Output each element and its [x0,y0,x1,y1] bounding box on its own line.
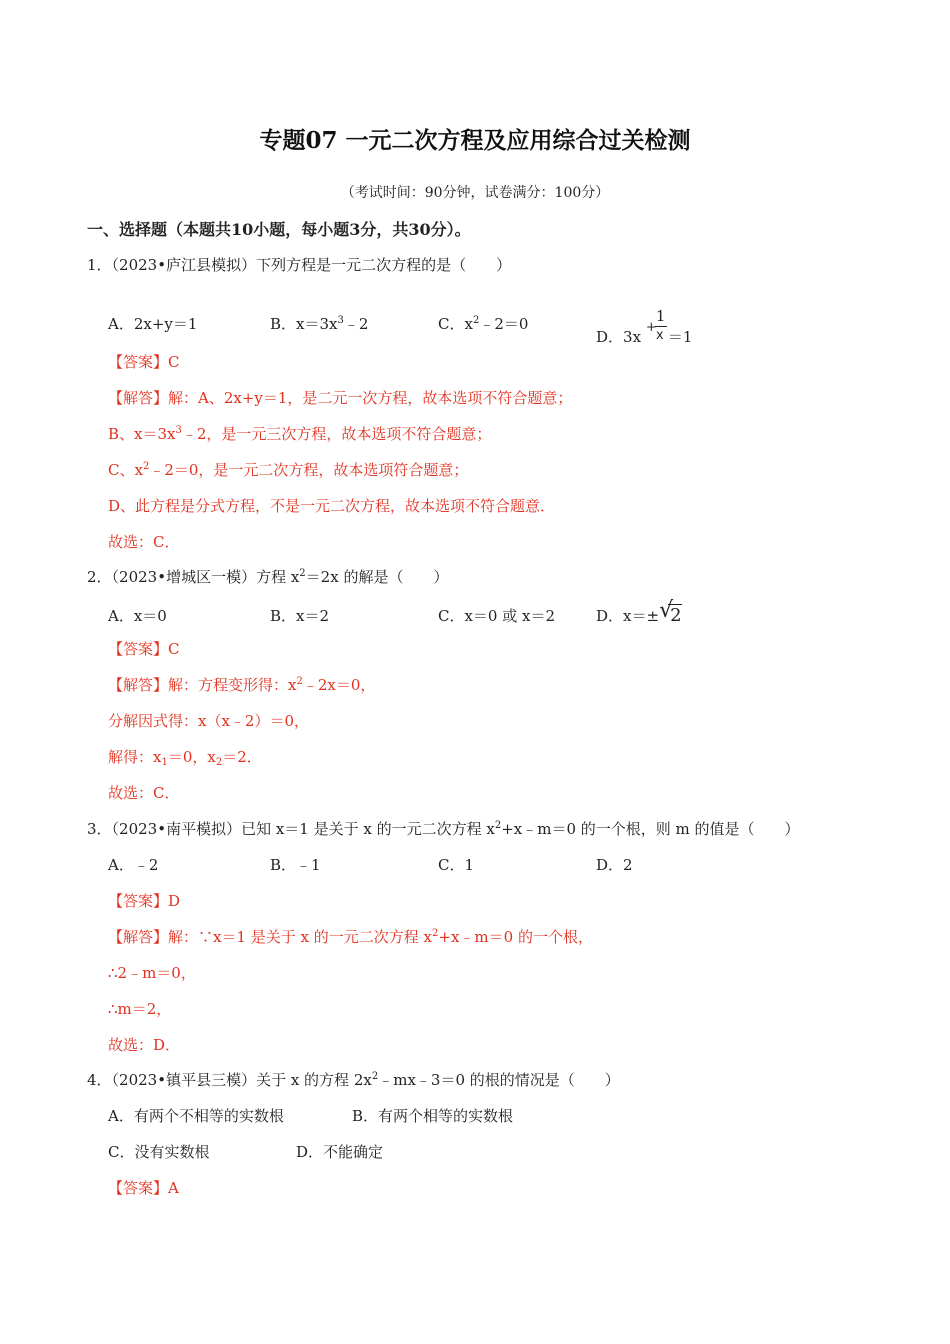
q2-answer: 【答案】C [108,640,180,658]
q2-solution-line-4: 故选：C． [108,784,180,802]
q2-option-c: C．x＝0 或 x＝2 [438,607,556,625]
question-1-stem: 1．（2023•庐江县模拟）下列方程是一元二次方程的是（ ） [87,256,512,274]
q3-option-d: D．2 [596,856,633,874]
q2-option-a: A．x＝0 [108,607,167,625]
q2-option-d: D．x＝± √ 2 [596,598,682,626]
q4-option-c: C．没有实数根 [108,1143,210,1161]
q3-option-a: A．﹣2 [108,856,159,874]
q4-option-d: D．不能确定 [296,1143,384,1161]
question-3-stem: 3．（2023•南平模拟）已知 x＝1 是关于 x 的一元二次方程 $x^2+x﹣m=0$ 的一个根，则 m 的值是（ ） [87,820,800,838]
q3-solution-line-1: 【解答】解：∵x＝1 是关于 x 的一元二次方程 $x^2+x﹣m=0$ 的一个根， [108,928,593,946]
q2-solution-line-1: 【解答】解：方程变形得：$x^2﹣2x=0$， [108,676,376,694]
document-title: 专题07 一元二次方程及应用综合过关检测 [259,127,691,154]
q1-solution-line-4: D、此方程是分式方程，不是一元二次方程，故本选项不符合题意． [108,497,556,515]
q1-option-d: D．3x + 1 x ＝1 [596,307,693,346]
q1-option-a: A．2x+y＝1 [108,315,198,333]
fraction-one-over-x: + 1 x [645,307,666,343]
q1-solution-line-5: 故选：C． [108,533,180,551]
exam-info: （考试时间：90分钟，试卷满分：100分） [340,185,610,201]
q1-solution-line-2: B、$x=3x^3﹣2$，是一元三次方程，故本选项不符合题意； [108,425,492,443]
question-4-stem: 4．（2023•镇平县三模）关于 x 的方程 $2x^2﹣mx﹣3=0$ 的根的情况是（ ） [87,1071,620,1089]
q1-solution-line-3: C、$x^2﹣2=0$，是一元二次方程，故本选项符合题意； [108,461,469,479]
q3-solution-line-4: 故选：D． [108,1036,181,1054]
q3-option-b: B．﹣1 [270,856,321,874]
q1-solution-line-1: 【解答】解：A、2x+y＝1，是二元一次方程，故本选项不符合题意； [108,389,573,407]
q4-option-a: A．有两个不相等的实数根 [108,1107,284,1125]
q3-answer: 【答案】D [108,892,181,910]
q2-option-b: B．x＝2 [270,607,330,625]
q2-solution-line-3: 解得：$x_1=0$，$x_2=2$． [108,748,262,768]
q4-option-b: B．有两个相等的实数根 [352,1107,514,1125]
q4-answer: 【答案】A [108,1179,179,1197]
q1-option-b: B．$x=3x^3﹣2$ [270,315,369,333]
square-root: √ 2 [659,598,682,626]
q3-solution-line-3: ∴m＝2， [108,1000,172,1018]
section-heading: 一、选择题（本题共10小题，每小题3分，共30分）。 [87,220,471,239]
q3-option-c: C．1 [438,856,475,874]
q3-solution-line-2: ∴2﹣m＝0， [108,964,196,982]
q2-solution-line-2: 分解因式得：x（x﹣2）＝0， [108,712,310,730]
q1-option-c: C．$x^2﹣2=0$ [438,315,529,333]
q1-answer: 【答案】C [108,353,180,371]
question-2-stem: 2．（2023•增城区一模）方程 $x^2=2x$ 的解是（ ） [87,568,449,586]
